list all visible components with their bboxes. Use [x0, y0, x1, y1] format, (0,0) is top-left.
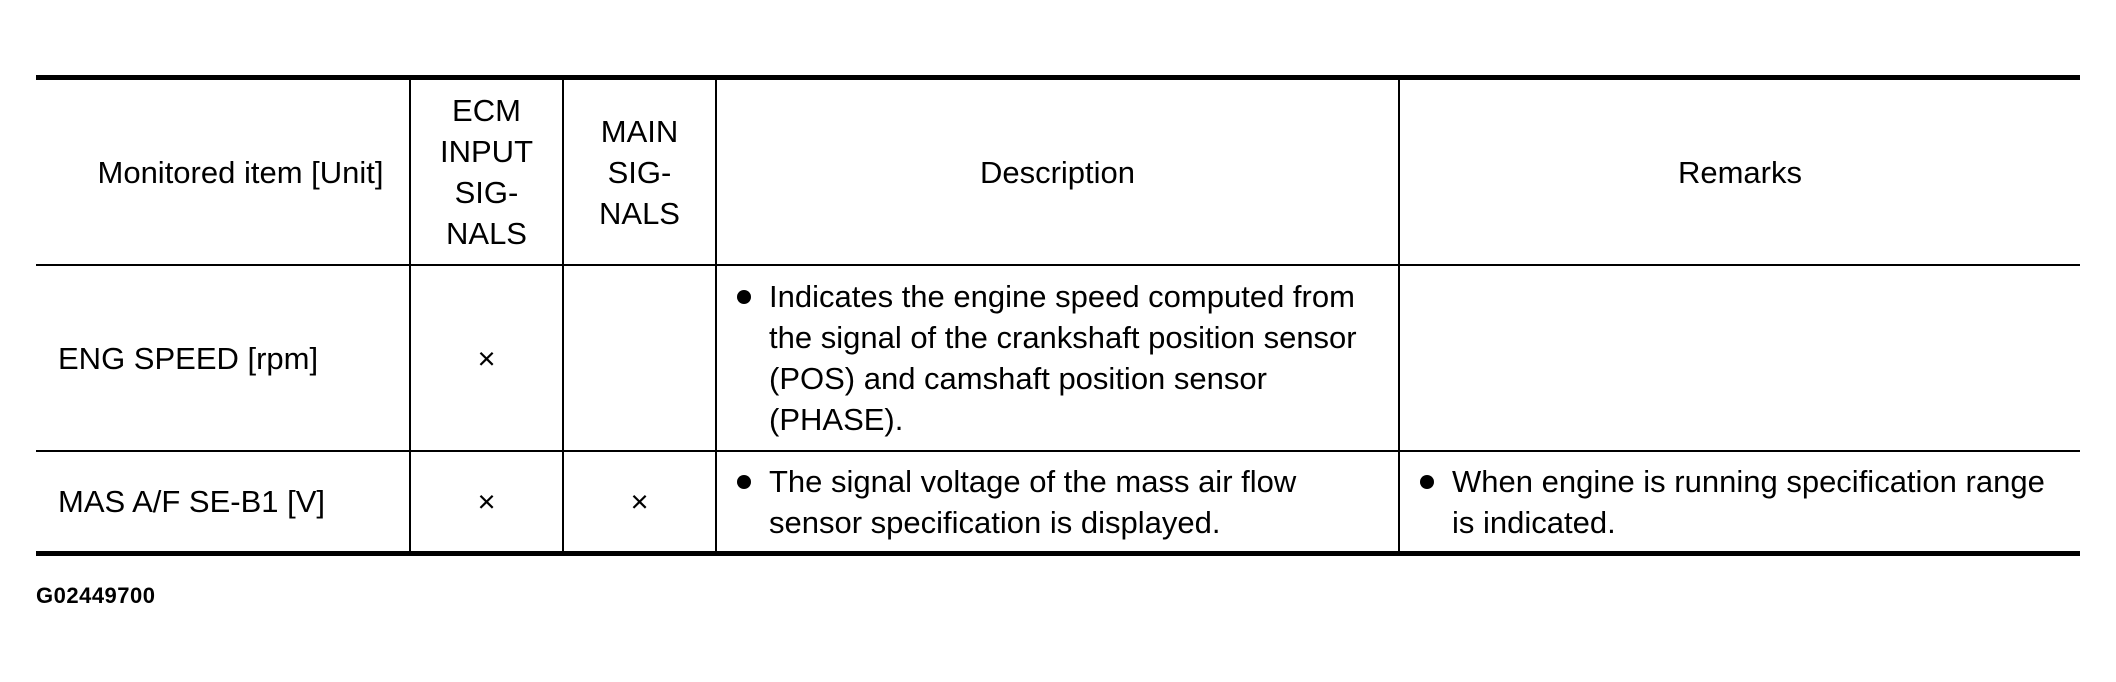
figure-code: G02449700: [36, 583, 156, 608]
cell-remarks: [1399, 265, 2080, 451]
description-bullet: [737, 461, 1378, 543]
cell-main-signal-mark: [563, 265, 716, 451]
description-bullet: [737, 276, 1378, 440]
cell-main-signal-mark: ×: [563, 451, 716, 554]
remarks-text: When engine is running specification range is indicated.: [1452, 463, 2045, 540]
table-row: [36, 451, 2080, 554]
header-ecm-line: ECM: [452, 93, 521, 128]
cell-ecm-input-mark: ×: [410, 451, 563, 554]
description-text: Indicates the engine speed computed from the signal of the crankshaft position sensor (POS) and camshaft position sensor (PHASE).: [769, 279, 1357, 437]
cell-monitored-item: ENG SPEED [rpm]: [36, 265, 410, 451]
cell-description: [716, 451, 1399, 554]
header-remarks: Remarks: [1399, 78, 2080, 266]
header-main-line: MAIN: [600, 113, 679, 149]
header-ecm-line: SIG-: [454, 175, 519, 210]
header-main-line: NALS: [599, 195, 680, 231]
table-header-row: [36, 78, 2080, 266]
bullet-dot-icon: [737, 290, 751, 304]
header-ecm-line: INPUT: [440, 134, 533, 169]
header-main-line: SIG-: [607, 154, 672, 190]
cell-remarks: [1399, 451, 2080, 554]
cell-description: [716, 265, 1399, 451]
cell-ecm-input-mark: ×: [410, 265, 563, 451]
header-main-signals: [563, 78, 716, 266]
table-row: [36, 265, 2080, 451]
header-ecm-line: NALS: [446, 216, 527, 251]
header-ecm-input-signals: [410, 78, 563, 266]
monitor-item-table: [36, 75, 2080, 556]
description-text: The signal voltage of the mass air flow sensor specification is displayed.: [769, 463, 1297, 540]
bullet-dot-icon: [737, 475, 751, 489]
cell-monitored-item: MAS A/F SE-B1 [V]: [36, 451, 410, 554]
header-monitored-item: Monitored item [Unit]: [36, 78, 410, 266]
remarks-bullet: [1420, 461, 2060, 543]
header-description: Description: [716, 78, 1399, 266]
bullet-dot-icon: [1420, 475, 1434, 489]
